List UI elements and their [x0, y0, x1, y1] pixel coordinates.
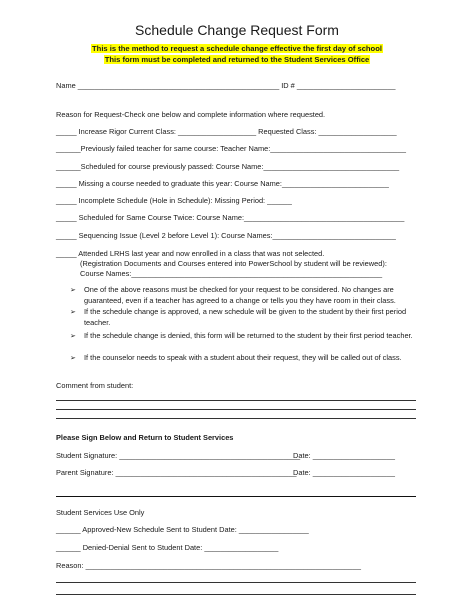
option-incomplete-schedule[interactable]: _____ Incomplete Schedule (Hole in Schedule): Missing Period: ______ [56, 196, 292, 205]
name-id-line[interactable]: Name _________________________________________________ ID # ________________________ [56, 81, 396, 90]
option-increase-rigor[interactable]: _____ Increase Rigor Current Class: ___________________ Requested Class: ___________________ [56, 127, 397, 136]
bullet-arrow-icon: ➢ [70, 355, 76, 362]
approved-line[interactable]: ______ Approved-New Schedule Sent to Student Date: _________________ [56, 525, 309, 534]
bullet-arrow-icon: ➢ [70, 309, 76, 316]
bullet-arrow-icon: ➢ [70, 333, 76, 340]
option-attended-lrhs-note: (Registration Documents and Courses entered into PowerSchool by student will be reviewed): [80, 259, 387, 268]
option-same-course-twice[interactable]: _____ Scheduled for Same Course Twice: Course Name:_______________________________________ [56, 213, 405, 222]
bullet-text: If the schedule change is approved, a new schedule will be given to the student by their first period teacher. [84, 307, 407, 327]
bullet-text: If the schedule change is denied, this form will be returned to the student by their first period teacher. [84, 331, 413, 340]
option-previously-failed[interactable]: ______Previously failed teacher for same course: Teacher Name:_________________________________ [56, 144, 406, 153]
parent-date-field[interactable]: Date: ____________________ [293, 468, 395, 477]
comment-line[interactable] [56, 418, 416, 419]
parent-signature-field[interactable]: Parent Signature: ____________________________________________ [56, 468, 297, 477]
bullet-text: One of the above reasons must be checked for your request to be considered. No changes are guaranteed, even if a teacher has agreed to a change or tells you they have room in their class. [84, 285, 396, 305]
form-title: Schedule Change Request Form [135, 22, 339, 38]
denied-line[interactable]: ______ Denied-Denial Sent to Student Date: __________________ [56, 543, 279, 552]
option-attended-lrhs-courses[interactable]: Course Names:_____________________________________________________________ [80, 269, 383, 278]
sign-heading: Please Sign Below and Return to Student Services [56, 433, 234, 442]
comment-label: Comment from student: [56, 381, 134, 390]
office-use-heading: Student Services Use Only [56, 508, 145, 517]
comment-line[interactable] [56, 409, 416, 410]
student-date-field[interactable]: Date: ____________________ [293, 451, 395, 460]
option-missing-course[interactable]: _____ Missing a course needed to graduate this year: Course Name:__________________________ [56, 179, 389, 188]
reason-field[interactable]: Reason: ___________________________________________________________________ [56, 561, 361, 570]
highlight-notice-1 [0, 44, 474, 53]
reason-line[interactable] [56, 594, 416, 595]
bullet-text: If the counselor needs to speak with a student about their request, they will be called out of class. [84, 353, 402, 362]
bullet-arrow-icon: ➢ [70, 287, 76, 294]
comment-line[interactable] [56, 400, 416, 401]
highlight-notice-2-text: This form must be completed and returned to the Student Services Office [104, 55, 370, 64]
option-previously-passed[interactable]: ______Scheduled for course previously passed: Course Name:_________________________________ [56, 162, 400, 171]
option-attended-lrhs[interactable]: _____ Attended LRHS last year and now enrolled in a class that was not selected. [56, 249, 325, 258]
reason-line[interactable] [56, 582, 416, 583]
highlight-notice-2 [0, 55, 474, 64]
option-sequencing-issue[interactable]: _____ Sequencing Issue (Level 2 before Level 1): Course Names:______________________________ [56, 231, 396, 240]
section-divider [56, 496, 416, 497]
reason-intro: Reason for Request-Check one below and complete information where requested. [56, 110, 326, 119]
highlight-notice-1-text: This is the method to request a schedule change effective the first day of school [92, 44, 382, 53]
student-signature-field[interactable]: Student Signature: ____________________________________________ [56, 451, 301, 460]
